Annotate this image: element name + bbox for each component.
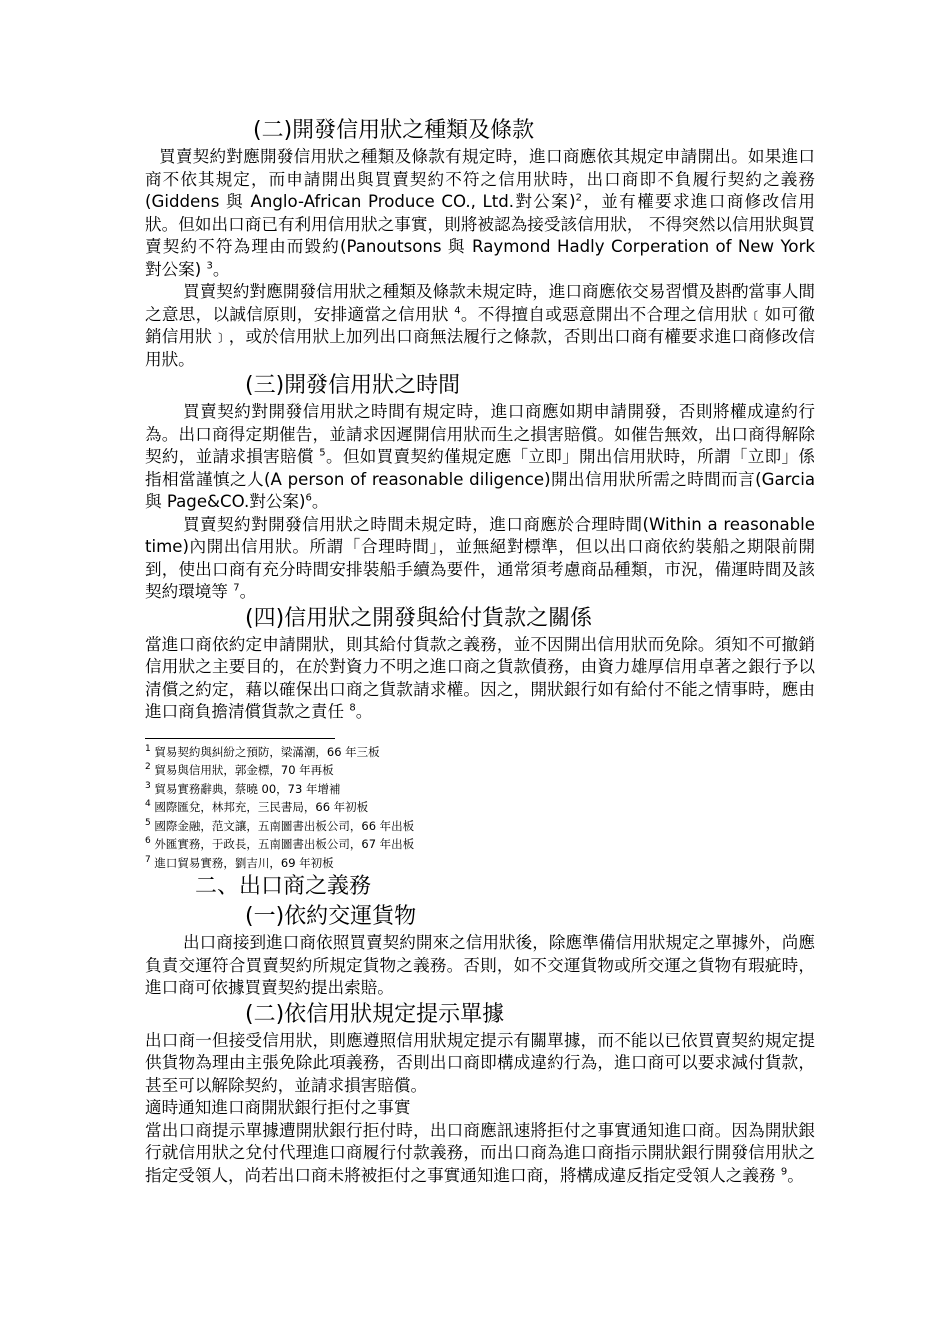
paragraph: 買賣契約對開發信用狀之時間有規定時，進口商應如期申請開發，否則將權成違約行為。出口商得定期催告，並請求因遲開信用狀而生之損害賠償。如催告無效，出口商得解除契約，並請求損害賠償 $^5$。但如買賣契約僅規定應「立即」開出信用狀時，所謂「立即」係指相當謹慎之人(A person of reasonable diligence)開出信用狀所需之時間而言(Garcia 與 Page&CO.對公案)$^6$。 [145,402,815,511]
paragraph: 買賣契約對應開發信用狀之種類及條款未規定時，進口商應依交易習慣及斟酌當事人間之意思，以誠信原則，安排適當之信用狀 $^4$。不得擅自或惡意開出不合理之信用狀﹝如可徹銷信用狀﹞，或於信用狀上加列出口商無法履行之條款，否則出口商有權要求進口商修改信用狀。 [145,282,815,369]
footnote: $^2$ 貿易與信用狀，郭金標，70 年再板 [145,762,334,777]
footnote-ref: 8 [349,702,356,714]
paragraph: 買賣契約對應開發信用狀之種類及條款有規定時，進口商應依其規定申請開出。如果進口商不依其規定，而申請開出與買賣契約不符之信用狀時，出口商即不負履行契約之義務(Giddens 與 Anglo-African Produce CO., Ltd.對公案)$^2$，並有權要求進口商修改信用狀。但如出口商已有利用信用狀之事實，則將被認為接受該信用狀， 不得突然以信用狀與買賣契約不符為理由而毀約(Panoutsons 與 Raymond Hadly Corperation of New York 對公案) $^3$。 [145,147,815,279]
section-heading-deliver-goods: (一)依約交運貨物 [245,904,417,929]
section-heading-issuing-time: (三)開發信用狀之時間 [245,373,461,398]
footnote: $^1$ 貿易契約與糾紛之預防，梁滿潮，66 年三板 [145,743,380,759]
paragraph: 當出口商提示單據遭開狀銀行拒付時，出口商應訊速將拒付之事實通知進口商。因為開狀銀行就信用狀之兌付代理進口商履行付款義務，而出口商為進口商指示開狀銀行開發信用狀之指定受領人，尚若出口商未將被拒付之事實通知進口商，將構成違反指定受領人之義務 $^9$。 [145,1120,815,1185]
footnote-ref: 6 [305,492,312,504]
subheading-notify-refusal: 適時通知進口商開狀銀行拒付之事實 [145,1098,411,1117]
footnote-ref: 5 [319,447,326,459]
footnote: $^7$ 進口貿易實務，劉吉川，69 年初板 [145,854,334,870]
footnote: $^3$ 貿易實務辭典，蔡曉 00，73 年增補 [145,780,341,796]
footnote-ref: 7 [233,582,240,594]
footnote-ref: 3 [206,259,213,271]
footnote-ref: 9 [780,1165,788,1177]
paragraph: 出口商接到進口商依照買賣契約開來之信用狀後，除應準備信用狀規定之單據外，尚應負責交運符合買賣契約所規定貨物之義務。否則，如不交運貨物或所交運之貨物有瑕疵時，進口商可依據買賣契約提出索賠。 [145,933,815,997]
footnotes [145,743,815,873]
footnote-divider [145,738,335,739]
footnote-ref: 4 [454,304,461,316]
footnote: $^5$ 國際金融，范文讓，五南圖書出板公司，66 年出板 [145,817,415,833]
footnote: $^6$ 外匯實務，于政長，五南圖書出板公司，67 年出板 [145,836,415,851]
footnote: $^4$ 國際匯兌，林邦充，三民書局，66 年初板 [145,799,369,814]
section-heading-present-documents: (二)依信用狀規定提示單據 [245,1001,505,1027]
section-heading-payment-relation: (四)信用狀之開發與給付貨款之關係 [245,605,593,631]
paragraph: 出口商一但接受信用狀，則應遵照信用狀規定提示有關單據，而不能以已依買賣契約規定提供貨物為理由主張免除此項義務，否則出口商即構成違約行為，進口商可以要求減付貨款，甚至可以解除契約，並請求損害賠償。 [145,1030,815,1095]
paragraph: 當進口商依約定申請開狀，則其給付貨款之義務，並不因開出信用狀而免除。須知不可撤銷信用狀之主要目的，在於對資力不明之進口商之貨款債務，由資力雄厚信用卓著之銀行予以清償之約定，藉以確保出口商之貨款請求權。因之，開狀銀行如有給付不能之情事時，應由進口商負擔清償貨款之責任 $^8$。 [145,634,815,721]
document-page [145,116,815,1187]
part-heading-exporter-duties: 二、出口商之義務 [195,874,372,899]
paragraph: 買賣契約對開發信用狀之時間未規定時，進口商應於合理時間(Within a reasonable time)內開出信用狀。所謂「合理時間」，並無絕對標準，但以出口商依約裝船之期限前開到，使出口商有充分時間安排裝船手續為要件，通常須考慮商品種類，市況，備運時間及該契約環境等 $^7$。 [145,514,815,601]
section-heading-letter-of-credit-types: (二)開發信用狀之種類及條款 [253,118,535,143]
footnote-ref: 2 [575,192,582,204]
